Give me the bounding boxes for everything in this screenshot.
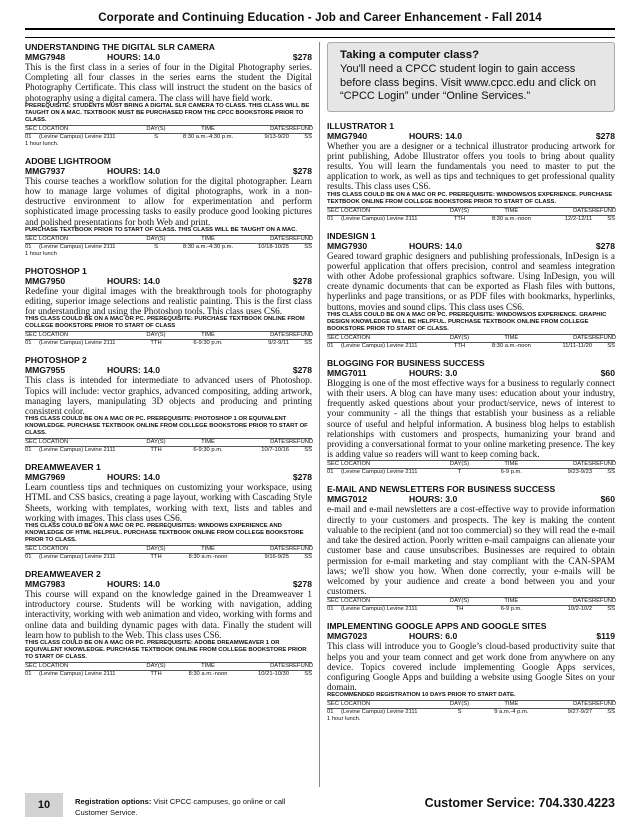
course-code-line: [25, 276, 312, 286]
header-location: LOCATION: [340, 207, 371, 214]
course-note: PREREQUISITE: STUDENTS MUST BRING A DIGITAL SLR CAMERA TO CLASS. THIS CLASS WILL BE TAUGHT ON A MAC. TEXTBOOK MUST BE PURCHASED FROM THE CPCC BOOKSTORE PRIOR TO CLASS.: [25, 102, 310, 123]
header-time: TIME: [201, 663, 215, 670]
right-column: [327, 42, 615, 731]
course-price: $278: [292, 365, 312, 376]
header-sec: SEC: [327, 207, 339, 214]
section-extra: 1 hour lunch: [25, 250, 57, 257]
section-table-header: [327, 700, 615, 709]
header-sec: SEC: [25, 125, 37, 132]
course-title: BLOGGING FOR BUSINESS SUCCESS: [327, 357, 485, 368]
header-rule-top: [25, 28, 615, 30]
section-location: (Levine Campus) Levine 2111: [340, 215, 418, 222]
section-days: TH: [455, 606, 464, 613]
course-listing: [25, 266, 312, 348]
header-location: LOCATION: [340, 334, 371, 341]
header-location: LOCATION: [39, 439, 69, 446]
section-days: TTH: [150, 671, 162, 678]
header-location: LOCATION: [340, 461, 371, 468]
header-days: DAY(S): [449, 598, 470, 605]
section-extra: 1 hour lunch.: [327, 716, 361, 723]
section-table: [25, 235, 312, 251]
section-table-header: [25, 125, 312, 134]
course-title: ADOBE LIGHTROOM: [25, 155, 111, 166]
section-days: TTH: [453, 215, 466, 222]
header-refund: REFUND: [289, 546, 314, 553]
header-days: DAY(S): [449, 207, 470, 214]
section-sec: 01: [25, 340, 32, 347]
section-location: (Levine Campus) Levine 2111: [340, 606, 418, 613]
course-code: MMG7930: [327, 240, 368, 251]
course-listing: [327, 484, 615, 613]
course-code: MMG7950: [25, 275, 66, 286]
section-dates: 10/7-10/16: [261, 447, 289, 454]
section-location: (Levine Campus) Levine 2111: [39, 447, 116, 454]
header-days: DAY(S): [146, 332, 166, 339]
section-dates: 9/27-9/27: [567, 709, 593, 716]
section-location: (Levine Campus) Levine 2111: [340, 342, 418, 349]
header-refund: REFUND: [592, 598, 617, 605]
course-title: UNDERSTANDING THE DIGITAL SLR CAMERA: [25, 42, 216, 52]
section-row: [25, 447, 312, 454]
course-note: THIS CLASS COULD BE ON A MAC OR PC. PREREQUISITES: WINDOWS EXPERIENCE AND KNOWLEDGE OF HTML HELPFUL. PURCHASE TEXTBOOK ONLINE FROM COLLEGE BOOKSTORE PRIOR TO CLASS.: [25, 523, 304, 544]
section-sec: 01: [327, 606, 334, 613]
header-refund: REFUND: [289, 235, 314, 242]
header-days: DAY(S): [449, 461, 470, 468]
course-price: $278: [292, 579, 312, 590]
section-time: 6-9 p.m.: [500, 606, 522, 613]
header-location: LOCATION: [340, 598, 371, 605]
header-location: LOCATION: [39, 235, 69, 242]
course-hours: HOURS: 14.0: [107, 579, 161, 590]
course-code: MMG7937: [25, 165, 66, 176]
header-dates: DATES: [573, 701, 592, 708]
section-days: TTH: [150, 447, 162, 454]
right-course-list: [327, 121, 615, 724]
course-code: MMG7969: [25, 472, 66, 483]
section-table-header: [25, 545, 312, 554]
section-time: 8:30 a.m.-noon: [491, 342, 531, 349]
course-listing: [25, 462, 312, 561]
section-time: 8:30 a.m.-noon: [491, 215, 531, 222]
header-sec: SEC: [327, 598, 339, 605]
header-location: LOCATION: [39, 663, 69, 670]
section-row: [25, 244, 312, 251]
course-price: $60: [600, 494, 615, 505]
section-table: [327, 334, 615, 350]
callout-title: Taking a computer class?: [340, 49, 480, 61]
course-listing: [25, 156, 312, 258]
callout-body: You'll need a CPCC student login to gain access before class begins. Visit www.cpcc.edu and click on “CPCC Login” under “Online Services.”: [340, 63, 596, 103]
section-time: 8:30 a.m.-4:30 p.m.: [182, 243, 234, 250]
header-sec: SEC: [25, 546, 37, 553]
section-extra: 1 hour lunch.: [25, 140, 59, 147]
course-description: This class will introduce you to Google’s cloud-based productivity suite that helps you and your team connect and get work done from anywhere on any device. Topics covered include implementing Google Apps services, configuring Google Apps and building a website using Google Sites on your domain.: [327, 641, 615, 693]
section-sec: 01: [327, 342, 334, 349]
section-dates: 9/2-9/11: [268, 340, 289, 347]
section-refund: SS: [304, 671, 312, 678]
section-days: TTH: [150, 554, 162, 561]
course-code: MMG7955: [25, 365, 66, 376]
course-description: Redefine your digital images with the breakthrough tools for photography editing, superior image selections and realistic painting. This is the first class for understanding and using the Photoshop tools. This class uses CS6.: [25, 285, 312, 317]
left-column: [25, 42, 312, 686]
course-description: e-mail and e-mail newsletters are a cost-effective way to provide information directly to your customers and prospects. The key is making the content valuable to the recipient (and not too commercial) so they will read the e-mail and take the desired action. Poorly written e-mail campaigns can alienate your customer base and cause unsubscribes. Businesses are required to obtain permission for e-mail marketing and stay compliant with the CAN-SPAM laws; we'll show you how. When done correctly, your e-mails will be welcomed by your audience and create a bond between you and your customers.: [327, 504, 615, 597]
section-refund: SS: [304, 133, 312, 140]
section-time: 6-9:30 p.m.: [193, 340, 223, 347]
header-location: LOCATION: [39, 546, 69, 553]
header-dates: DATES: [270, 546, 289, 553]
section-dates: 10/21-10/30: [258, 671, 289, 678]
section-table: [25, 125, 312, 141]
section-row: [327, 709, 615, 716]
section-location: (Levine Campus) Levine 2111: [39, 671, 116, 678]
section-days: TTH: [150, 340, 162, 347]
course-title: PHOTOSHOP 2: [25, 355, 87, 366]
course-note: THIS CLASS COULD BE ON A MAC OR PC. PREREQUISITE: WINDOWS/OS EXPERIENCE. GRAPHIC DESIGN KNOWLEDGE WILL BE HELPFUL. PURCHASE TEXTBOOK ONLINE FROM COLLEGE BOOKSTORE PRIOR TO START OF CLASS.: [327, 311, 607, 332]
course-listing: [327, 231, 615, 350]
course-price: $278: [292, 52, 312, 62]
section-row: [327, 216, 615, 223]
section-sec: 01: [25, 243, 32, 250]
course-listing: [327, 358, 615, 477]
header-dates: DATES: [573, 334, 592, 341]
section-sec: 01: [327, 215, 334, 222]
section-table-header: [327, 334, 615, 343]
section-location: (Levine Campus) Levine 2111: [39, 340, 116, 347]
course-note: PURCHASE TEXTBOOK PRIOR TO START OF CLASS. THIS CLASS WILL BE TAUGHT ON A MAC.: [25, 226, 298, 233]
course-price: $60: [600, 367, 615, 378]
header-time: TIME: [201, 439, 215, 446]
course-note: THIS CLASS COULD BE ON A MAC OR PC. PREREQUISITE: ADOBE DREAMWEAVER 1 OR EQUIVALENT KNOWLEDGE. PURCHASE TEXTBOOK ONLINE FROM COLLEGE BOOKSTORE PRIOR TO START OF CLASS.: [25, 640, 307, 661]
header-location: LOCATION: [39, 332, 69, 339]
course-listing: [327, 621, 615, 723]
section-table: [327, 207, 615, 223]
header-dates: DATES: [270, 235, 289, 242]
section-table-header: [25, 235, 312, 244]
section-table-header: [327, 207, 615, 216]
section-table: [25, 438, 312, 454]
course-hours: HOURS: 14.0: [107, 365, 161, 376]
course-code-line: [25, 472, 312, 482]
course-note: THIS CLASS COULD BE ON A MAC OR PC. PREREQUISITE: WINDOWS/OS EXPERIENCE. PURCHASE TEXTBOOK ONLINE FROM COLLEGE BOOKSTORE PRIOR TO START OF CLASS.: [327, 191, 613, 205]
course-listing: [25, 42, 312, 148]
course-code: MMG7948: [25, 52, 66, 62]
section-time: 8:30 a.m.-noon: [188, 554, 228, 561]
course-title: ILLUSTRATOR 1: [327, 120, 394, 131]
section-time: 6-9 p.m.: [500, 469, 522, 476]
course-title: INDESIGN 1: [327, 230, 376, 241]
course-hours: HOURS: 14.0: [107, 275, 161, 286]
course-title: DREAMWEAVER 1: [25, 462, 101, 473]
section-refund: SS: [607, 215, 615, 222]
header-refund: REFUND: [289, 439, 314, 446]
course-code-line: [25, 579, 312, 589]
course-code-line: [327, 631, 615, 641]
section-row: [25, 340, 312, 347]
header-rule-bottom: [25, 37, 615, 38]
course-hours: HOURS: 14.0: [409, 240, 463, 251]
header-refund: REFUND: [289, 332, 314, 339]
header-time: TIME: [201, 546, 215, 553]
header-refund: REFUND: [592, 334, 617, 341]
course-hours: HOURS: 14.0: [107, 472, 161, 483]
section-days: S: [154, 243, 158, 250]
section-days: TTH: [453, 342, 466, 349]
course-price: $278: [292, 472, 312, 483]
section-dates: 9/23-9/23: [567, 469, 593, 476]
section-row: [327, 606, 615, 613]
header-days: DAY(S): [146, 663, 166, 670]
section-table-header: [25, 331, 312, 340]
header-days: DAY(S): [449, 334, 470, 341]
section-dates: 9/13-9/20: [264, 133, 289, 140]
header-dates: DATES: [270, 332, 289, 339]
course-listing: [327, 121, 615, 223]
header-time: TIME: [504, 207, 519, 214]
section-refund: SS: [607, 342, 615, 349]
header-sec: SEC: [25, 439, 37, 446]
section-sec: 01: [25, 671, 32, 678]
section-refund: SS: [304, 447, 312, 454]
header-time: TIME: [201, 332, 215, 339]
header-sec: SEC: [25, 235, 37, 242]
header-sec: SEC: [25, 663, 37, 670]
section-time: 8:30 a.m.-4:30 p.m.: [182, 133, 234, 140]
section-dates: 9/16-9/25: [264, 554, 289, 561]
section-row: [327, 469, 615, 476]
course-code: MMG7940: [327, 130, 368, 141]
section-row: [327, 343, 615, 350]
section-table: [327, 700, 615, 716]
page-footer: [25, 793, 615, 823]
registration-text: Visit CPCC campuses, go online or call Customer Service.: [75, 797, 286, 817]
section-table: [25, 545, 312, 561]
course-code-line: [327, 368, 615, 378]
course-title: DREAMWEAVER 2: [25, 569, 101, 580]
header-dates: DATES: [573, 207, 592, 214]
header-sec: SEC: [327, 334, 339, 341]
registration-label: Registration options:: [75, 797, 152, 806]
course-code-line: [327, 131, 615, 141]
page-header-title: Corporate and Continuing Education - Job and Career Enhancement - Fall 2014: [98, 11, 542, 24]
section-sec: 01: [25, 554, 32, 561]
section-dates: 10/2-10/2: [567, 606, 593, 613]
course-price: $278: [595, 240, 615, 251]
course-description: Geared toward graphic designers and publishing professionals, InDesign is a powerful application that offers precision, control and seamless integration with other Adobe professional graphics software. Using InDesign, you will create dynamic documents that can be exported as Flash files with buttons, hyperlinks and page transitions, or as PDF files with bookmarks, hyperlinks, buttons, movies and sound clips. This class uses CS6.: [327, 250, 615, 312]
section-refund: SS: [304, 554, 312, 561]
header-days: DAY(S): [146, 125, 166, 132]
course-description: This course will expand on the knowledge gained in the Dreamweaver 1 introductory course. Students will be working with navigation, adding interactivity, working with web animation and video, working with forms and online data and building dynamic pages with data. Finally the student will learn how to publish to the Web. This class uses CS6.: [25, 589, 312, 640]
course-note: RECOMMENDED REGISTRATION 10 DAYS PRIOR TO START DATE.: [327, 692, 516, 699]
section-refund: SS: [304, 340, 312, 347]
course-code-line: [25, 166, 312, 176]
course-listing: [25, 569, 312, 678]
course-price: $278: [292, 165, 312, 176]
course-description: This is the first class in a series of four in the Digital Photography series. Completing all four classes in the series earns the student the Digital Photography Certificate. This class will instruct the student on the basics of photography using a digital camera. The class will have field work.: [25, 62, 312, 103]
course-title: IMPLEMENTING GOOGLE APPS AND GOOGLE SITES: [327, 621, 547, 632]
course-title: E-MAIL AND NEWSLETTERS FOR BUSINESS SUCCESS: [327, 484, 556, 495]
course-note: THIS CLASS COULD BE ON A MAC OR PC. PREREQUISITE: PHOTOSHOP 1 OR EQUIVALENT KNOWLEDGE. PURCHASE TEXTBOOK ONLINE FROM COLLEGE BOOKSTORE PRIOR TO START OF CLASS.: [25, 416, 308, 437]
course-hours: HOURS: 14.0: [107, 165, 161, 176]
section-time: 8:30 a.m.-noon: [188, 671, 228, 678]
course-description: Learn countless tips and techniques on customizing your workspace, using HTML and CSS basics, creating a page layout, working with Cascading Style Sheets, working with templates, working with text, lists and tables and working with images. This class uses CS6.: [25, 482, 312, 523]
page-number: 10: [25, 793, 63, 817]
section-table: [25, 662, 312, 678]
header-dates: DATES: [573, 598, 592, 605]
header-time: TIME: [504, 334, 519, 341]
section-location: (Levine Campus) Levine 2111: [39, 133, 116, 140]
header-refund: REFUND: [592, 207, 617, 214]
header-refund: REFUND: [289, 663, 314, 670]
header-dates: DATES: [270, 125, 289, 132]
header-days: DAY(S): [146, 235, 166, 242]
section-table-header: [25, 438, 312, 447]
section-location: (Levine Campus) Levine 2111: [39, 554, 116, 561]
header-dates: DATES: [270, 439, 289, 446]
header-refund: REFUND: [592, 461, 617, 468]
course-code-line: [327, 494, 615, 504]
section-table: [327, 460, 615, 476]
section-table: [327, 597, 615, 613]
section-sec: 01: [25, 447, 32, 454]
course-code-line: [25, 365, 312, 375]
section-refund: SS: [607, 469, 615, 476]
course-code: MMG7011: [327, 367, 367, 378]
left-course-list: [25, 42, 312, 678]
course-code-line: [25, 52, 312, 62]
section-sec: 01: [327, 709, 334, 716]
registration-options: [75, 797, 305, 818]
section-refund: SS: [607, 709, 615, 716]
section-row: [25, 671, 312, 678]
header-time: TIME: [504, 701, 519, 708]
header-sec: SEC: [327, 701, 339, 708]
header-location: LOCATION: [340, 701, 371, 708]
course-code: MMG7023: [327, 631, 368, 642]
course-code: MMG7012: [327, 494, 368, 505]
course-code-line: [327, 241, 615, 251]
column-divider: [319, 42, 320, 787]
section-refund: SS: [304, 243, 312, 250]
section-table-header: [327, 597, 615, 606]
section-time: 6-9:30 p.m.: [193, 447, 223, 454]
header-sec: SEC: [25, 332, 37, 339]
section-dates: 11/11-11/20: [562, 342, 593, 349]
section-row: [25, 134, 312, 141]
section-sec: 01: [25, 133, 32, 140]
header-days: DAY(S): [146, 439, 166, 446]
section-table-header: [25, 662, 312, 671]
section-days: T: [457, 469, 462, 476]
header-days: DAY(S): [449, 701, 470, 708]
header-dates: DATES: [270, 663, 289, 670]
section-days: S: [154, 133, 158, 140]
section-days: S: [457, 709, 462, 716]
header-time: TIME: [201, 235, 215, 242]
course-description: This class is intended for intermediate to advanced users of Photoshop. Topics will include: vector graphics, advanced compositing, adding artwork, managing layers, manipulating 3D objects and producing and printing consistent color.: [25, 375, 312, 417]
section-table: [25, 331, 312, 347]
header-time: TIME: [504, 461, 519, 468]
course-listing: [25, 355, 312, 454]
section-dates: 10/18-10/25: [258, 243, 289, 250]
course-code: MMG7983: [25, 579, 66, 590]
course-hours: HOURS: 3.0: [409, 494, 458, 505]
course-description: Whether you are a designer or a technical illustrator producing artwork for print publishing, Adobe Illustrator offers you tools to bring about quality results. You will learn the fundamentals you need to master to put the application to work, as well as tips and techniques to get professional quality results. This class uses CS6.: [327, 140, 615, 192]
section-location: (Levine Campus) Levine 2111: [340, 709, 418, 716]
section-row: [25, 554, 312, 561]
course-hours: HOURS: 6.0: [409, 631, 458, 642]
course-description: This course teaches a workflow solution for the digital photographer. Learn how to manage large volumes of digital photographs, work in a non-destructive environment to allow for experimentation and perform sophisticated image processing tasks to easily produce good looking pictures and polished presentations for both Web and print.: [25, 175, 312, 227]
header-sec: SEC: [327, 461, 339, 468]
header-dates: DATES: [573, 461, 592, 468]
header-time: TIME: [504, 598, 519, 605]
header-refund: REFUND: [592, 701, 617, 708]
section-dates: 12/2-12/11: [564, 215, 593, 222]
course-price: $119: [596, 631, 615, 642]
section-location: (Levine Campus) Levine 2111: [39, 243, 116, 250]
section-time: 9 a.m.-4 p.m.: [494, 709, 529, 716]
course-note: THIS CLASS COULD BE ON A MAC OR PC. PREREQUISITE: PURCHASE TEXTBOOK ONLINE FROM COLLEGE BOOKSTORE PRIOR TO START OF CLASS: [25, 316, 305, 330]
section-location: (Levine Campus) Levine 2111: [340, 469, 418, 476]
customer-service-phone: Customer Service: 704.330.4223: [424, 796, 615, 810]
header-days: DAY(S): [146, 546, 166, 553]
header-refund: REFUND: [289, 125, 314, 132]
course-description: Blogging is one of the most effective ways for a business to regularly connect with their users. A blog can have many uses: education about your industry, frequently asked questions about your product/service, news of interest to your community - all the things that establish your business as a reliable source of useful and helpful information. A business blog helps to establish relationships with customers and prospects, humanizing your brand and providing a conversational format to your online marketing presence. The key is adding value so readers will want to keep coming back.: [327, 377, 615, 460]
course-title: PHOTOSHOP 1: [25, 265, 87, 276]
section-sec: 01: [327, 469, 334, 476]
course-price: $278: [595, 130, 615, 141]
course-hours: HOURS: 14.0: [107, 52, 161, 62]
course-hours: HOURS: 14.0: [409, 130, 463, 141]
section-table-header: [327, 460, 615, 469]
header-time: TIME: [201, 125, 215, 132]
computer-class-callout: [327, 42, 615, 112]
header-location: LOCATION: [39, 125, 69, 132]
section-refund: SS: [607, 606, 615, 613]
course-price: $278: [292, 275, 312, 286]
course-hours: HOURS: 3.0: [409, 367, 458, 378]
